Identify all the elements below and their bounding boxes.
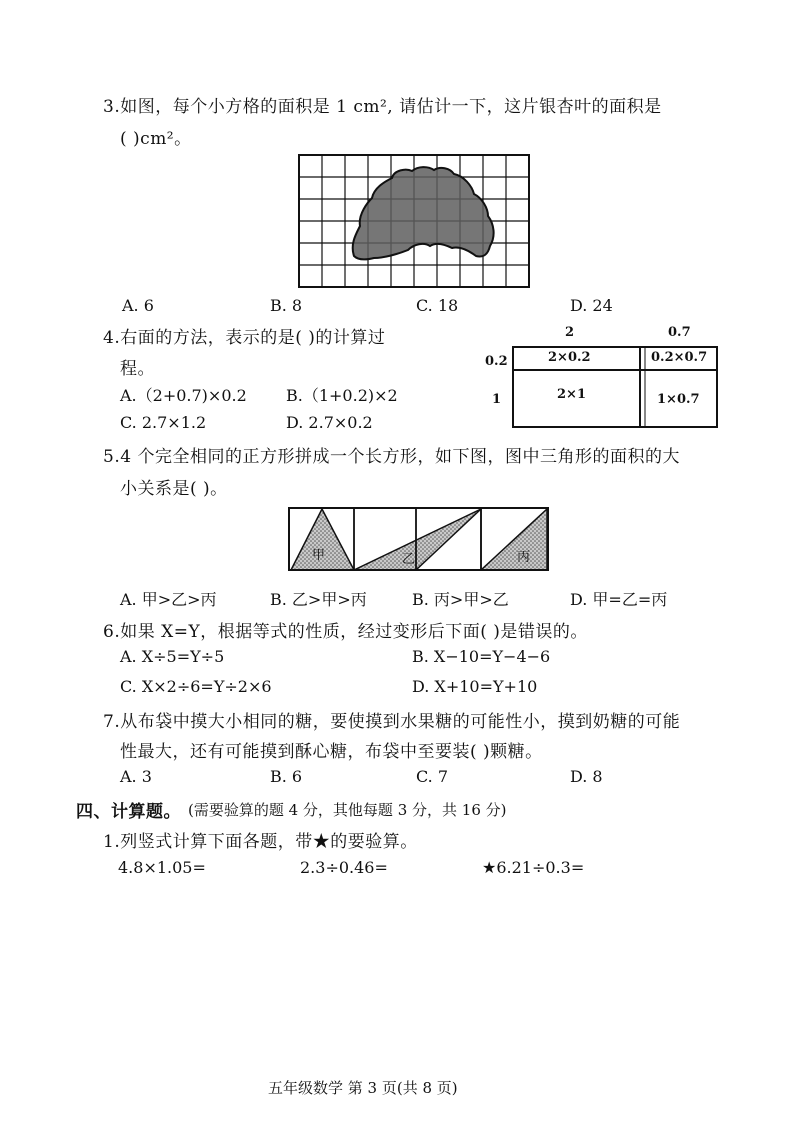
row-header-1: 1 bbox=[492, 392, 502, 407]
q3-option-c[interactable]: C. 18 bbox=[416, 296, 459, 315]
q4-option-b[interactable]: B.（1+0.2)×2 bbox=[286, 386, 398, 405]
q7-option-d[interactable]: D. 8 bbox=[570, 767, 603, 786]
q5-stem-line1: 5.4 个完全相同的正方形拼成一个长方形，如下图，图中三角形的面积的大 bbox=[103, 447, 680, 467]
cell-2x0-2: 2×0.2 bbox=[548, 350, 591, 365]
q7-stem-line1: 7.从布袋中摸大小相同的糖，要使摸到水果糖的可能性小，摸到奶糖的可能 bbox=[103, 712, 681, 732]
section4-note: (需要验算的题 4 分，其他每题 3 分，共 16 分) bbox=[188, 801, 507, 819]
q3-stem-line1: 3.如图，每个小方格的面积是 1 cm², 请估计一下，这片银杏叶的面积是 bbox=[103, 97, 662, 117]
q5-option-a[interactable]: A. 甲>乙>丙 bbox=[120, 590, 217, 609]
q7-stem-line2: 性最大，还有可能摸到酥心糖，布袋中至要装( )颗糖。 bbox=[120, 742, 543, 762]
q6-option-d[interactable]: D. X+10=Y+10 bbox=[412, 677, 538, 696]
q4-option-a[interactable]: A.（2+0.7)×0.2 bbox=[120, 386, 247, 405]
q6-option-b[interactable]: B. X−10=Y−4−6 bbox=[412, 647, 551, 666]
q7-option-b[interactable]: B. 6 bbox=[270, 767, 303, 786]
q5-option-c[interactable]: B. 丙>甲>乙 bbox=[412, 590, 509, 609]
q4-option-d[interactable]: D. 2.7×0.2 bbox=[286, 413, 373, 432]
section4-title: 四、计算题。 bbox=[76, 802, 181, 822]
cell-0-2x0-7: 0.2×0.7 bbox=[651, 350, 708, 365]
cell-1x0-7: 1×0.7 bbox=[657, 392, 700, 407]
label-jia: 甲 bbox=[312, 548, 326, 563]
col-header-2: 2 bbox=[565, 325, 575, 340]
col-header-0-7: 0.7 bbox=[668, 325, 691, 340]
q6-stem: 6.如果 X=Y，根据等式的性质，经过变形后下面( )是错误的。 bbox=[103, 622, 588, 642]
exercise-1[interactable]: 4.8×1.05= bbox=[118, 858, 206, 877]
q5-stem-line2: 小关系是( )。 bbox=[120, 479, 228, 499]
q6-option-a[interactable]: A. X÷5=Y÷5 bbox=[120, 647, 225, 666]
q3-option-d[interactable]: D. 24 bbox=[570, 296, 613, 315]
q5-option-b[interactable]: B. 乙>甲>丙 bbox=[270, 590, 367, 609]
exercise-2[interactable]: 2.3÷0.46= bbox=[300, 858, 388, 877]
label-bing: 丙 bbox=[517, 550, 531, 565]
q3-option-b[interactable]: B. 8 bbox=[270, 296, 303, 315]
section4-q1: 1.列竖式计算下面各题，带★的要验算。 bbox=[103, 832, 418, 852]
label-yi: 乙 bbox=[402, 552, 416, 567]
q7-option-c[interactable]: C. 7 bbox=[416, 767, 449, 786]
triangle-bing bbox=[481, 509, 547, 570]
q3-stem-line2: ( )cm²。 bbox=[120, 129, 192, 149]
triangle-yi bbox=[354, 509, 481, 570]
four-squares-triangles bbox=[288, 506, 550, 572]
q5-option-d[interactable]: D. 甲=乙=丙 bbox=[570, 590, 668, 609]
q4-stem-line1: 4.右面的方法，表示的是( )的计算过 bbox=[103, 328, 386, 348]
cell-2x1: 2×1 bbox=[557, 387, 586, 402]
q4-stem-line2: 程。 bbox=[120, 359, 155, 379]
q7-option-a[interactable]: A. 3 bbox=[120, 767, 152, 786]
page-footer: 五年级数学 第 3 页(共 8 页) bbox=[268, 1079, 458, 1097]
ginkgo-leaf-grid bbox=[298, 154, 530, 288]
q3-option-a[interactable]: A. 6 bbox=[122, 296, 154, 315]
q4-option-c[interactable]: C. 2.7×1.2 bbox=[120, 413, 207, 432]
q6-option-c[interactable]: C. X×2÷6=Y÷2×6 bbox=[120, 677, 272, 696]
row-header-0-2: 0.2 bbox=[485, 354, 508, 369]
exercise-3[interactable]: ★6.21÷0.3= bbox=[482, 858, 585, 877]
